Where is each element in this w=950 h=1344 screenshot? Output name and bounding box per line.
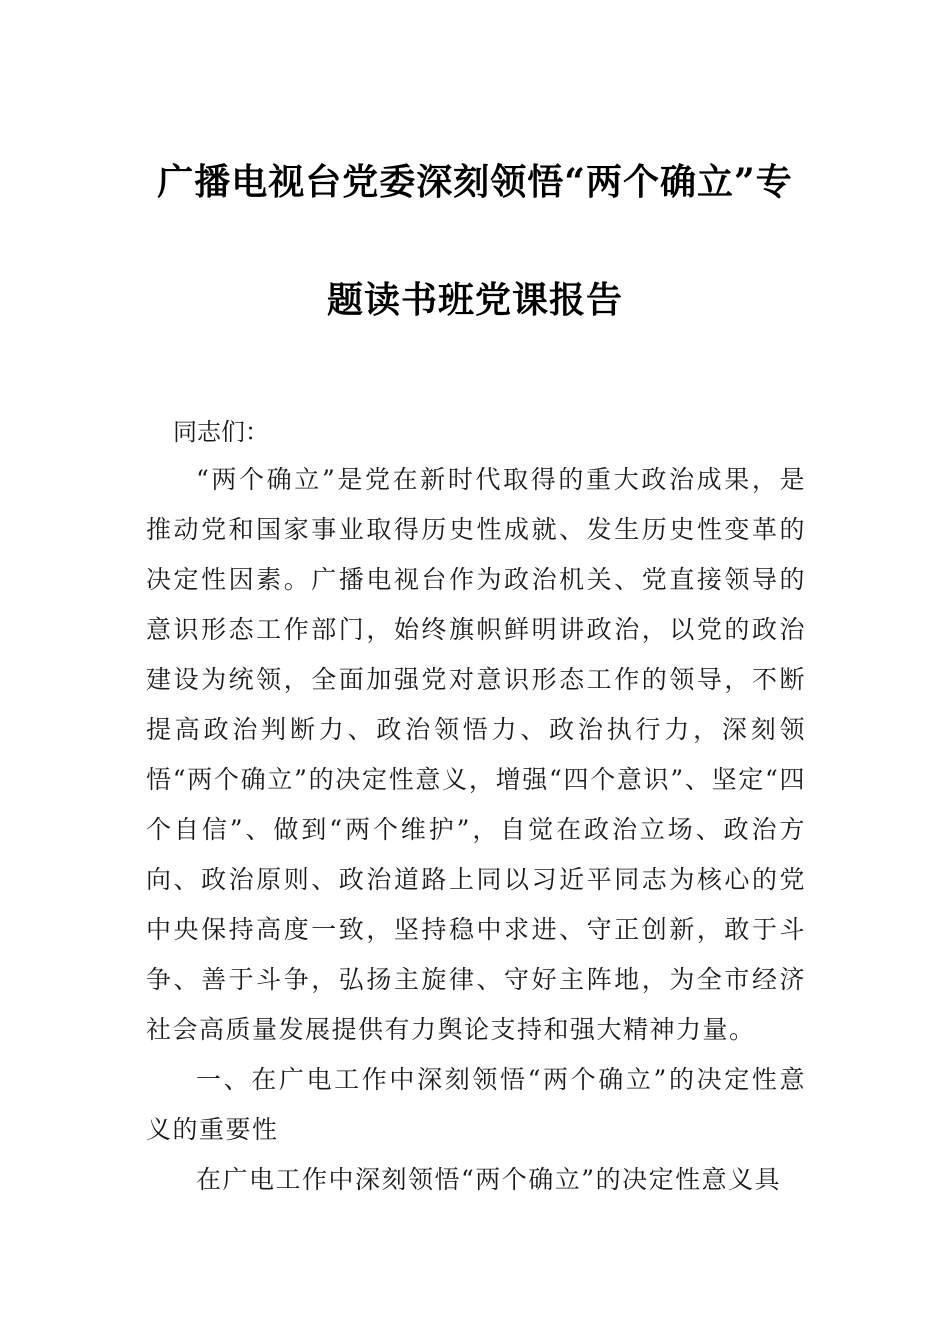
section-heading-1: 一、在广电工作中深刻领悟“两个确立”的决定性意义的重要性	[146, 1065, 806, 1144]
body-paragraph-1: “两个确立”是党在新时代取得的重大政治成果，是推动党和国家事业取得历史性成就、发生历史性变革的决定性因素。广播电视台作为政治机关、党直接领导的意识形态工作部门，始终旗帜鲜明讲政治，以党的政治建设为统领，全面加强党对意识形态工作的领导，不断提高政治判断力、政治领悟力、政治执行力，深刻领悟“两个确立”的决定性意义，增强“四个意识”、坚定“四个自信”、做到“两个维护”，自觉在政治立场、政治方向、政治原则、政治道路上同以习近平同志为核心的党中央保持高度一致，坚持稳中求进、守正创新，敢于斗争、善于斗争，弘扬主旋律、守好主阵地，为全市经济社会高质量发展提供有力舆论支持和强大精神力量。	[146, 465, 806, 1044]
document-title-line-1: 广播电视台党委深刻领悟“两个确立”专	[157, 161, 793, 203]
greeting: 同志们：	[173, 418, 269, 446]
body-paragraph-2: 在广电工作中深刻领悟“两个确立”的决定性意义具	[196, 1165, 782, 1194]
document-title-line-2: 题读书班党课报告	[326, 279, 623, 321]
